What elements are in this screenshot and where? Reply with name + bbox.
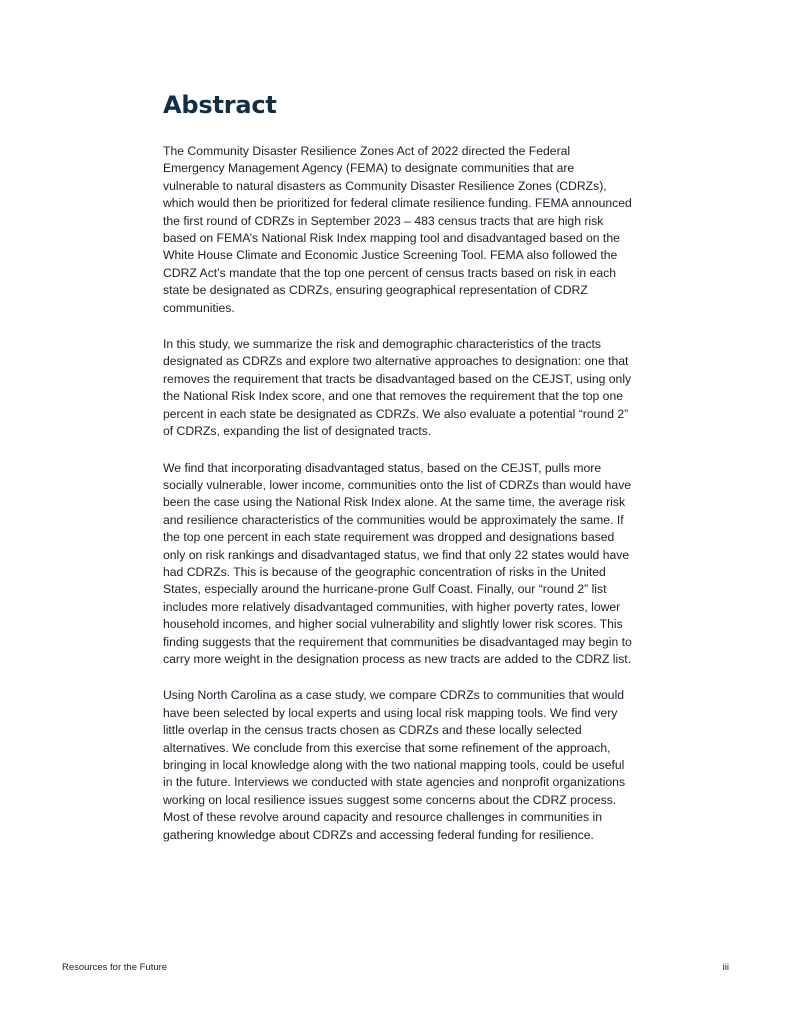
abstract-body bbox=[163, 143, 633, 863]
abstract-paragraph-1: The Community Disaster Resilience Zones Act of 2022 directed the Federal Emergency Management Agency (FEMA) to designate communities that are vulnerable to natural disasters as Community Disaster Resilience Zones (CDRZs), which would then be prioritized for federal climate resilience funding. FEMA announced the first round of CDRZs in September 2023 – 483 census tracts that are high risk based on FEMA’s National Risk Index mapping tool and disadvantaged based on the White House Climate and Economic Justice Screening Tool. FEMA also followed the CDRZ Act’s mandate that the top one percent of census tracts based on risk in each state be designated as CDRZs, ensuring geographical representation of CDRZ communities. bbox=[163, 144, 632, 315]
abstract-paragraph-4: Using North Carolina as a case study, we compare CDRZs to communities that would have been selected by local experts and using local risk mapping tools. We find very little overlap in the census tracts chosen as CDRZs and these locally selected alternatives. We conclude from this exercise that some refinement of the approach, bringing in local knowledge along with the two national mapping tools, could be useful in the future. Interviews we conducted with state agencies and nonprofit organizations working on local resilience issues suggest some concerns about the CDRZ process. Most of these revolve around capacity and resource challenges in communities in gathering knowledge about CDRZs and accessing federal funding for resilience. bbox=[163, 688, 626, 842]
footer-publisher: Resources for the Future bbox=[62, 962, 168, 973]
footer-page-number: iii bbox=[722, 962, 729, 973]
abstract-paragraph-3: We find that incorporating disadvantaged status, based on the CEJST, pulls more socially vulnerable, lower income, communities onto the list of CDRZs than would have been the case using the National Risk Index alone. At the same time, the average risk and resilience characteristics of the communities would be approximately the same. If the top one percent in each state requirement was dropped and designations based only on risk rankings and disadvantaged status, we find that only 22 states would have had CDRZs. This is because of the geographic concentration of risks in the United States, especially around the hurricane-prone Gulf Coast. Finally, our “round 2” list includes more relatively disadvantaged communities, with higher poverty rates, lower household incomes, and higher social vulnerability and slightly lower risk scores. This finding suggests that the requirement that communities be disadvantaged may begin to carry more weight in the designation process as new tracts are added to the CDRZ list. bbox=[163, 460, 632, 666]
page-title: Abstract bbox=[163, 91, 277, 119]
abstract-paragraph-2: In this study, we summarize the risk and demographic characteristics of the tracts designated as CDRZs and explore two alternative approaches to designation: one that removes the requirement that tracts be disadvantaged based on the CEJST, using only the National Risk Index score, and one that removes the requirement that the top one percent in each state be designated as CDRZs. We also evaluate a potential “round 2” of CDRZs, expanding the list of designated tracts. bbox=[163, 337, 632, 439]
